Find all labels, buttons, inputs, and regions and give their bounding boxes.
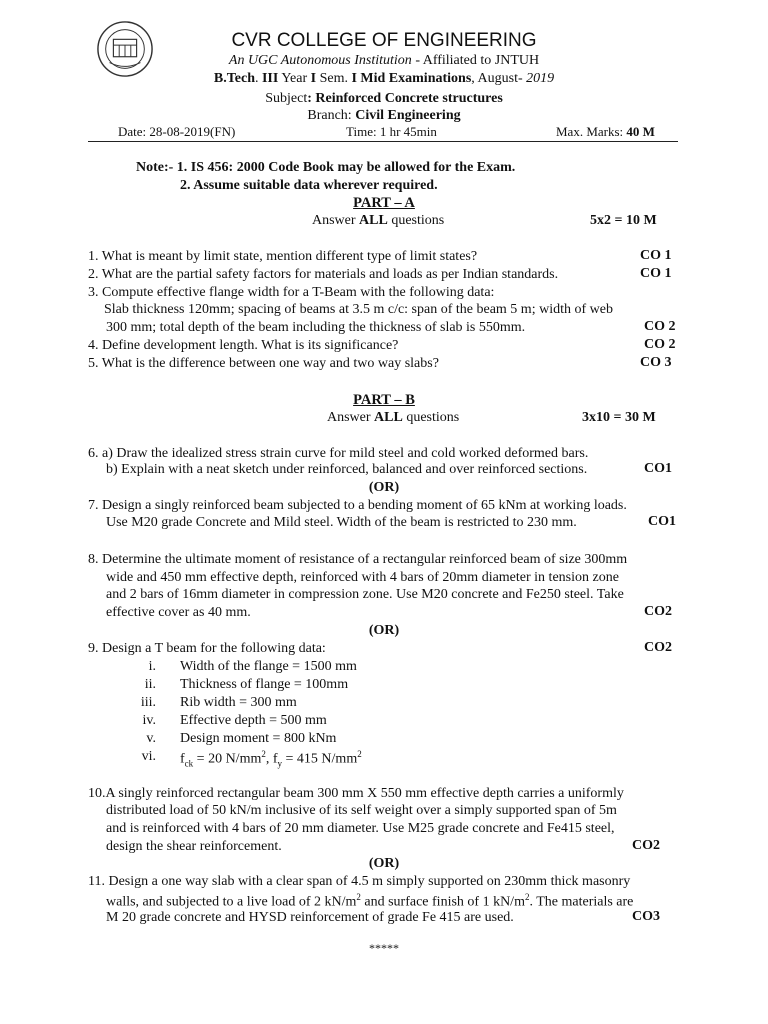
max-marks-value: 40 M xyxy=(626,124,655,139)
question-8-line-2: wide and 450 mm effective depth, reinforced with 4 bars of 20mm diameter in tension zone xyxy=(106,570,619,585)
question-3-line-3: 300 mm; total depth of the beam including the thickness of slab is 550mm. xyxy=(106,320,526,335)
q9-vi-ck: ck xyxy=(184,758,194,769)
exam-degree: B.Tech xyxy=(213,71,255,86)
q9-vi-f: f xyxy=(180,751,185,767)
max-marks-label: Max. Marks: xyxy=(556,124,627,139)
exam-sem-word: Sem. xyxy=(316,71,352,86)
question-8-line-4: effective cover as 40 mm. xyxy=(106,605,251,620)
subject-label: Subject xyxy=(265,91,308,106)
question-5-co: CO 3 xyxy=(640,355,672,370)
q9-item-num: iii. xyxy=(140,695,156,710)
part-a-marks: 5x2 = 10 M xyxy=(590,213,657,228)
branch-value: Civil Engineering xyxy=(355,108,461,123)
question-2: 2. What are the partial safety factors for materials and loads as per Indian standards. xyxy=(88,267,559,282)
q9-item-text: Rib width = 300 mm xyxy=(180,695,297,710)
exam-line: B.Tech. III Year I Sem. I Mid Examinations, August- 2019 xyxy=(213,71,555,86)
question-11-co: CO3 xyxy=(632,909,660,924)
college-name: CVR COLLEGE OF ENGINEERING xyxy=(231,30,537,51)
question-7: 7. Design a singly reinforced beam subjected to a bending moment of 65 kNm at working loads. xyxy=(88,498,627,513)
question-1: 1. What is meant by limit state, mention different type of limit states? xyxy=(88,249,478,264)
question-5: 5. What is the difference between one way and two way slabs? xyxy=(88,356,439,371)
question-10-line-2: distributed load of 50 kN/m inclusive of its self weight over a simply supported span of 5m xyxy=(106,803,617,818)
question-4-co: CO 2 xyxy=(644,337,676,352)
question-10-line-4: design the shear reinforcement. xyxy=(106,839,282,854)
q9-vi-mid: = 20 N/mm xyxy=(193,751,262,767)
part-a-instr-post: questions xyxy=(387,213,445,228)
part-b-instr-all: ALL xyxy=(374,410,403,425)
question-9: 9. Design a T beam for the following data: xyxy=(88,641,326,656)
or-divider-3: (OR) xyxy=(368,856,400,871)
question-6b: b) Explain with a neat sketch under reinforced, balanced and over reinforced sections. xyxy=(106,462,588,477)
question-4: 4. Define development length. What is its significance? xyxy=(88,338,399,353)
q9-item-num: iv. xyxy=(142,713,156,728)
q11-sup2: 2 xyxy=(524,892,530,902)
affiliation-italic: An UGC Autonomous Institution xyxy=(228,53,412,68)
note-1: Note:- 1. IS 456: 2000 Code Book may be allowed for the Exam. xyxy=(136,160,516,175)
part-a-instruction xyxy=(312,213,444,229)
header-divider xyxy=(88,141,678,142)
subject-line xyxy=(0,91,768,107)
end-marker: ***** xyxy=(369,941,399,955)
part-a-instr-pre: Answer xyxy=(312,213,360,228)
q9-item-num: v. xyxy=(146,731,156,746)
q9-item-num: i. xyxy=(148,659,156,674)
part-b-instr-pre: Answer xyxy=(327,410,375,425)
question-8-co: CO2 xyxy=(644,604,672,619)
question-3-co: CO 2 xyxy=(644,319,676,334)
affiliation-rest: - Affiliated to JNTUH xyxy=(411,53,540,68)
part-a-title: PART – A xyxy=(353,195,415,211)
q9-vi-comma: , f xyxy=(265,751,278,767)
affiliation-line xyxy=(0,53,768,69)
or-divider-1: (OR) xyxy=(368,480,400,495)
question-3-line-2: Slab thickness 120mm; spacing of beams at 3.5 m c/c: span of the beam 5 m; width of web xyxy=(104,302,613,317)
q9-item-text xyxy=(180,749,362,769)
exam-year: III xyxy=(261,71,279,86)
question-10: 10.A singly reinforced rectangular beam 300 mm X 550 mm effective depth carries a uniformly xyxy=(88,786,624,801)
q11-sup1: 2 xyxy=(356,892,361,902)
part-b-instr-post: questions xyxy=(402,410,460,425)
question-9-co: CO2 xyxy=(644,640,672,655)
q11-l2c: . The materials are xyxy=(529,894,634,910)
or-divider-2: (OR) xyxy=(368,623,400,638)
q9-vi-sup2: 2 xyxy=(357,749,362,759)
question-10-co: CO2 xyxy=(632,838,660,853)
q9-vi-y: y xyxy=(277,758,283,769)
exam-year-num: 2019 xyxy=(526,71,555,86)
branch-label: Branch: xyxy=(307,108,356,123)
part-b-marks: 3x10 = 30 M xyxy=(582,410,656,425)
question-6-co: CO1 xyxy=(644,461,672,476)
exam-mid: I Mid Examinations xyxy=(351,71,472,86)
q9-item-text: Design moment = 800 kNm xyxy=(180,731,337,746)
exam-time: Time: 1 hr 45min xyxy=(346,124,437,139)
q11-l2a: walls, and subjected to a live load of 2 kN/m xyxy=(106,894,357,910)
exam-year-word: Year xyxy=(278,71,311,86)
max-marks xyxy=(556,125,655,140)
question-1-co: CO 1 xyxy=(640,248,672,263)
question-10-line-3: and is reinforced with 4 bars of 20 mm diameter. Use M25 grade concrete and Fe415 steel, xyxy=(106,821,615,836)
q9-item-num: vi. xyxy=(141,749,156,764)
question-11-line-2 xyxy=(106,892,633,911)
exam-sem: I xyxy=(310,71,317,86)
question-8-line-3: and 2 bars of 16mm diameter in compression zone. Use M20 concrete and Fe250 steel. Take xyxy=(106,587,624,602)
exam-date: Date: 28-08-2019(FN) xyxy=(118,124,236,139)
exam-month: , August- xyxy=(471,71,527,86)
q9-vi-end: = 415 N/mm xyxy=(282,751,358,767)
question-3: 3. Compute effective flange width for a T-Beam with the following data: xyxy=(88,285,495,300)
question-6a: 6. a) Draw the idealized stress strain curve for mild steel and cold worked deformed bars. xyxy=(88,446,589,461)
q9-vi-sup1: 2 xyxy=(261,749,266,759)
question-2-co: CO 1 xyxy=(640,266,672,281)
question-11: 11. Design a one way slab with a clear span of 4.5 m simply supported on 230mm thick masonry xyxy=(88,874,631,889)
question-7-line-2: Use M20 grade Concrete and Mild steel. Width of the beam is restricted to 230 mm. xyxy=(106,515,577,530)
q9-item-text: Effective depth = 500 mm xyxy=(180,713,327,728)
part-b-title: PART – B xyxy=(353,392,415,408)
question-7-co: CO1 xyxy=(648,514,676,529)
part-a-instr-all: ALL xyxy=(359,213,388,228)
question-8: 8. Determine the ultimate moment of resistance of a rectangular reinforced beam of size 300mm xyxy=(88,552,628,567)
part-b-instruction xyxy=(327,410,459,426)
q9-item-text: Width of the flange = 1500 mm xyxy=(180,659,357,674)
question-11-line-3: M 20 grade concrete and HYSD reinforcement of grade Fe 415 are used. xyxy=(106,910,514,925)
subject-value: : Reinforced Concrete structures xyxy=(307,91,503,106)
branch-line xyxy=(0,108,768,124)
q11-l2b: and surface finish of 1 kN/m xyxy=(360,894,525,910)
note-2: 2. Assume suitable data wherever required. xyxy=(180,178,438,193)
q9-item-text: Thickness of flange = 100mm xyxy=(180,677,349,692)
q9-item-num: ii. xyxy=(144,677,156,692)
